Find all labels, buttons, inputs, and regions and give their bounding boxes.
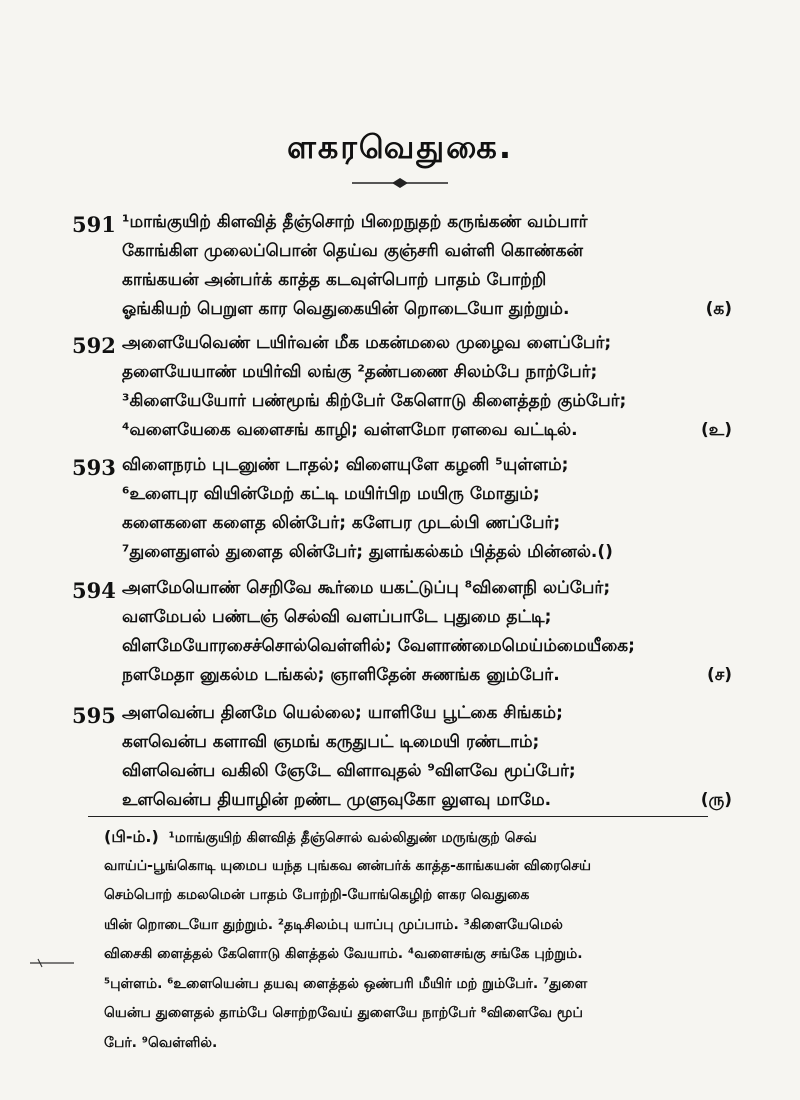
verse-line: ⁴வளையேகை வளைசங் காழி; வள்ளமோ ரளவை வட்டில். [122, 420, 578, 440]
verse-line: களைகளை களைத லின்பேர்; களேபர முடல்பி ணப்பேர்; [122, 513, 561, 533]
verse-line: விளைநரம் புடனுண் டாதல்; விளையுளே கழனி ⁵யுள்ளம்; [122, 455, 569, 475]
note-line: வாய்ப்-பூங்கொடி யுமைப யந்த புங்கவ னன்பர்க் காத்த-காங்கயன் விரைசெய் [104, 857, 591, 874]
note-line: யின் றொடையோ துற்றும். ²தடிசிலம்பு யாப்பு முப்பாம். ³கிளையேமெல் [104, 916, 563, 933]
verse-line: அளமேயொண் செறிவே கூர்மை யகட்டுப்பு ⁸விளைநி லப்பேர்; [122, 578, 611, 598]
verse-line: கோங்கிள முலைப்பொன் தெய்வ குஞ்சரி வள்ளி கொண்கன் [122, 241, 584, 261]
verse-line: உளவென்ப தியாழின் றண்ட முளுவுகோ லுளவு மாமே. [122, 790, 552, 810]
note-line: விசைகி ளைத்தல் கேளொடு கிளத்தல் வேயாம். ⁴வளைசங்கு சங்கே புற்றும். [104, 946, 583, 962]
verse-line: வளமேபல் பண்டஞ் செல்வி வளப்பாடே புதுமை தட்டி; [122, 607, 552, 627]
verse-number: 591 [72, 212, 116, 237]
verse-number: 592 [72, 333, 116, 358]
verse-line: விளமேயோரசைச்சொல்வெள்ளில்; வேளாண்மைமெய்ம்மையீகை; [122, 636, 635, 656]
note-line-text: ¹மாங்குயிற் கிளவித் தீஞ்சொல் வல்லிதுண் மருங்குற் செவ் [168, 830, 537, 846]
note-line: பேர். ⁹வெள்ளில். [104, 1034, 218, 1051]
note-line: யென்ப துளைதல் தாம்பே சொற்றவேய் துளையே நாற்பேர் ⁸விளைவே மூப் [104, 1005, 583, 1021]
verse-line: அளையேவெண் டயிர்வன் மீக மகன்மலை முழைவ ளைப்பேர்; [122, 333, 612, 353]
margin-dash-mark [28, 958, 76, 968]
title-ornament [350, 176, 450, 190]
page-title: ளகரவெதுகை. [286, 128, 514, 166]
verse-line: ³கிளையேயோர் பண்மூங் கிற்பேர் கேளொடு கிளைத்தற் கும்பேர்; [122, 391, 627, 411]
note-line: ⁵புள்ளம். ⁶உளையென்ப தயவு ளைத்தல் ஒண்பரி மீயிர் மற் றும்பேர். ⁷துளை [104, 975, 588, 992]
verse-line: ⁶உளைபுர வியின்மேற் கட்டி மயிர்பிற மயிரு மோதும்; [122, 484, 540, 504]
verse-marker: (உ) [701, 420, 732, 440]
footnote-divider [88, 816, 708, 817]
note-line [104, 822, 716, 852]
verse-line: களவென்ப களாவி ஞமங் கருதுபட் டிமையி ரண்டாம்; [122, 732, 540, 752]
verse-line: ஓங்கியற் பெறுள கார வெதுகையின் றொடையோ துற்றும். [122, 299, 570, 319]
verse-number: 593 [72, 455, 116, 480]
verse-marker: (ச) [707, 665, 732, 685]
verse-line: நளமேதா னுகல்ம டங்கல்; ஞாளிதேன் சுணங்க னும்பேர். [122, 665, 560, 685]
verse-line: ⁷துளைதுளல் துளைத லின்பேர்; துளங்கல்கம் பித்தல் மின்னல்.() [122, 542, 613, 562]
verse-marker: (ரு) [700, 790, 732, 810]
verse-line: காங்கயன் அன்பர்க் காத்த கடவுள்பொற் பாதம் போற்றி [122, 270, 547, 290]
note-line: செம்பொற் கமலமென் பாதம் போற்றி-யோங்கெழிற் ளகர வெதுகை [104, 887, 530, 903]
verse-number: 594 [72, 578, 116, 603]
variant-readings-note [104, 822, 716, 1058]
verse-line: அளவென்ப தினமே யெல்லை; யாளியே பூட்கை சிங்கம்; [122, 703, 563, 723]
note-label: (பி-ம்.) [104, 827, 159, 846]
verse-line: தளையேயாண் மயிர்வி லங்கு ²தண்பணை சிலம்பே நாற்பேர்; [122, 362, 598, 382]
verse-marker: (க) [705, 299, 732, 319]
verse-line: விளவென்ப வகிலி ஞேடே விளாவுதல் ⁹விளவே மூப்பேர்; [122, 761, 576, 781]
verse-line: ¹மாங்குயிற் கிளவித் தீஞ்சொற் பிறைநுதற் கருங்கண் வம்பார் [122, 212, 588, 232]
verse-number: 595 [72, 703, 116, 728]
